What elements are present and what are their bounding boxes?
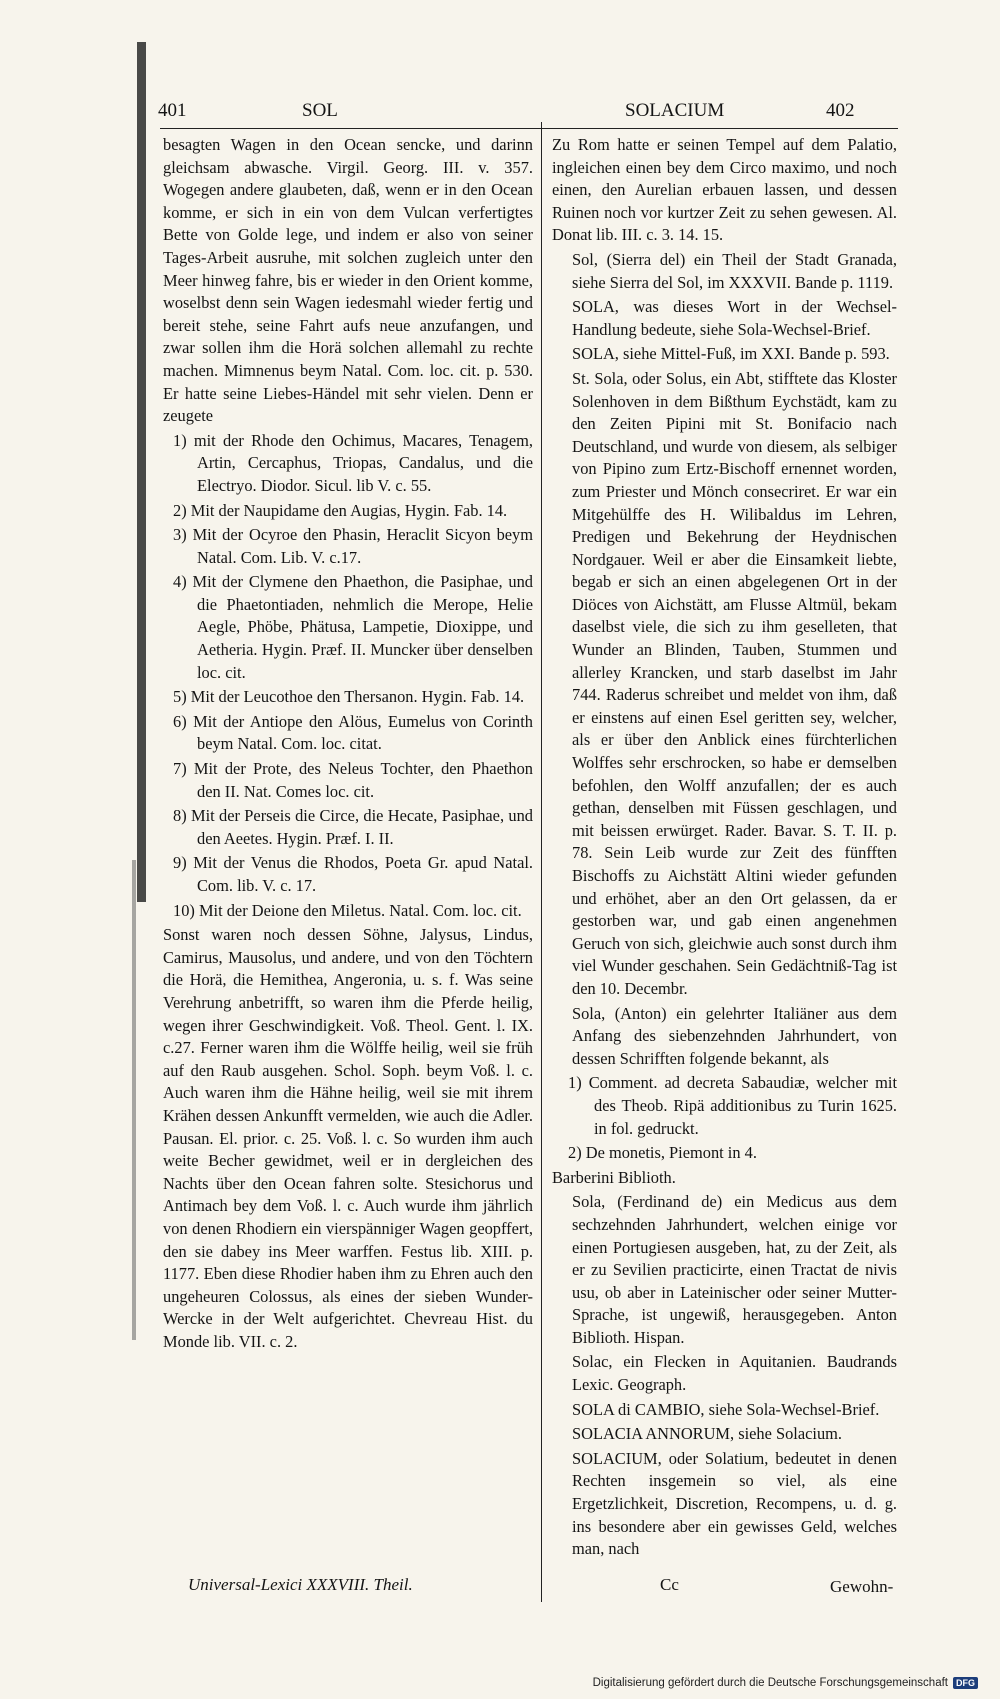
left-column-paragraph: Sonst waren noch dessen Söhne, Jalysus, Lindus, Camirus, Mausolus, und andere, und von den Töchtern die Horä, die Hemithea, Angeronia, u. s. f. Was seine Verehrung anbetrifft, so waren ihm die Pferde heilig, wegen ihrer Geschwindigkeit. Voß. Theol. Gent. l. IX. c.27. Ferner waren ihm die Wölffe heilig, weil sie früh auf den Raub ausgehen. Schol. Soph. beym Voß. l. c. Auch waren ihm die Hähne heilig, weil sie mit ihrem Krähen dessen Ankunfft vermelden, wie auch die Adler. Pausan. El. prior. c. 25. Voß. l. c. So wurden ihm auch weite Becher gewidmet, weil er in dergleichen des Nachts über den Ocean fahren solte. Stesichorus und Antimach bey dem Voß. l. c. Auch wurde ihm jährlich von denen Rhodiern ein vierspänniger Wagen geopffert, den sie dabey ins Meer warffen. Festus lib. XIII. p. 1177. Eben diese Rhodier haben ihm zu Ehren auch den ungeheuren Colossus, als eines der sieben Wunder-Wercke in der Welt aufgerichtet. Chevreau Hist. du Monde lib. VII. c. 2. <box>163 925 533 1351</box>
page-number-left: 401 <box>158 100 187 121</box>
left-column-paragraph: besagten Wagen in den Ocean sencke, und darinn gleichsam abwasche. Virgil. Georg. III. v. 357. Wogegen andere glaubeten, daß, wenn er in den Ocean komme, er sich in ein von dem Vulcan verfertigtes Bette von Golde lege, und indem er also von seiner Tages-Arbeit ausruhe, mit solchen zugleich unter den Meer hinweg fahre, bis er wieder in den Orient komme, woselbst denn sein Wagen iedesmahl wieder fertig und bereit stehe, seine Fahrt aufs neue anzufangen, und zwar sollen ihm die Horä solchen allemahl zu rechte machen. Mimnenus beym Natal. Com. loc. cit. p. 530. Er hatte seine Liebes-Händel mit sehr vielen. Denn er zeugete <box>163 135 533 426</box>
left-column-paragraph: 3) Mit der Ocyroe den Phasin, Heraclit Sicyon beym Natal. Com. Lib. V. c.17. <box>173 525 533 567</box>
right-column-paragraph: SOLA, siehe Mittel-Fuß, im XXI. Bande p. 593. <box>572 344 890 364</box>
digitization-text: Digitalisierung gefördert durch die Deutsche Forschungsgemeinschaft <box>592 1677 948 1689</box>
book-spine-shadow <box>137 42 146 902</box>
right-column-paragraph: Sol, (Sierra del) ein Theil der Stadt Granada, siehe Sierra del Sol, im XXXVII. Bande p. 1119. <box>572 249 897 292</box>
right-column-paragraph: Zu Rom hatte er seinen Tempel auf dem Palatio, ingleichen einen bey dem Circo maximo, und noch einen, den Aurelian erbauen lassen, und dessen Ruinen noch vor kurtzer Zeit zu sehen gewesen. Al. Donat lib. III. c. 3. 14. 15. <box>552 135 897 245</box>
running-head-right: SOLACIUM <box>625 100 725 121</box>
right-column-paragraph: 2) De monetis, Piemont in 4. <box>568 1143 757 1163</box>
left-column-paragraph: 8) Mit der Perseis die Circe, die Hecate, Pasiphae, und den Aeetes. Hygin. Præf. I. II. <box>173 806 533 848</box>
left-column-paragraph: 9) Mit der Venus die Rhodos, Poeta Gr. apud Natal. Com. lib. V. c. 17. <box>173 853 533 895</box>
right-column-paragraph: SOLA, was dieses Wort in der Wechsel-Handlung bedeute, siehe Sola-Wechsel-Brief. <box>572 297 897 339</box>
running-head-left: SOL <box>302 100 338 121</box>
signature-mark: Cc <box>660 1575 679 1594</box>
right-column-paragraph: 1) Comment. ad decreta Sabaudiæ, welcher mit des Theob. Ripä additionibus zu Turin 1625. in fol. gedruckt. <box>568 1073 897 1138</box>
left-column-paragraph: 4) Mit der Clymene den Phaethon, die Pasiphae, und die Phaetontiaden, nehmlich die Merope, Helie Aegle, Phöbe, Phätusa, Lampetie, Dioxippe, und Aetheria. Hygin. Præf. II. Muncker über denselben loc. cit. <box>173 572 533 682</box>
right-column-paragraph: SOLACIUM, oder Solatium, bedeutet in denen Rechten insgemein so viel, als eine Ergetzlichkeit, Discretion, Recompens, u. d. g. ins besondere aber ein gewisses Geld, welches man, nach <box>572 1448 897 1559</box>
column-divider <box>541 122 542 1602</box>
left-column-paragraph: 6) Mit der Antiope den Alöus, Eumelus von Corinth beym Natal. Com. loc. citat. <box>173 711 533 754</box>
right-column-paragraph: Sola, (Ferdinand de) ein Medicus aus dem sechzehnden Jahrhundert, welchen einige vor einen Portugiesen ausgeben, hat, zu der Zeit, als er zu Sevilien practicirte, einen Tractat de nivis usu, ob aber in Lateinischer oder seiner Mutter-Sprache, ist ungewiß, herausgegeben. Anton Biblioth. Hispan. <box>572 1192 897 1347</box>
left-column-paragraph: 2) Mit der Naupidame den Augias, Hygin. Fab. 14. <box>173 500 508 520</box>
right-column <box>552 134 897 1563</box>
right-column-paragraph: St. Sola, oder Solus, ein Abt, stifftete das Kloster Solenhoven in dem Bißthum Eychstädt, kam zu den Zeiten Pipini mit St. Bonifacio nach Deutschland, und wurde von diesem, als selbiger von Pipino zum Ertz-Bischoff ernennet worden, zum Priester und Mönch consecriret. Er war ein Mitgehülffe des H. Wilibaldus im Lehren, Predigen und Bekehrung der Heydnischen Nordgauer. Weil er aber die Einsamkeit liebte, begab er sich an einen abgelegenen Ort in der Diöces von Aichstätt, am Flusse Altmül, bekam daselbst viele, die sich zu ihm geselleten, that Wunder an Blinden, Tauben, Stummen und allerley Krancken, und starb daselbst im Jahr 744. Raderus schreibet und meldet von ihm, daß er einstens auf einen Esel geritten sey, welcher, als er über den Anblick eines fürchterlichen Wolffes sehr erschrocken, so habe er demselben befohlen, den Wolff anzufallen; der es auch gethan, denselben mit Füssen geschlagen, und mit beissen erwürget. Rader. Bavar. S. T. II. p. 78. Sein Leib wurde zur Zeit des fünfften Bischoffs zu Aichstätt Altini wieder gefunden und erhöhet, aber an den Ort gelassen, da er gestorben war, und gab einen angenehmen Geruch von sich, gleichwie auch sonst durch ihm viel Wunder geschahen. Sein Gedächtniß-Tag ist den 10. Decembr. <box>572 368 897 998</box>
left-column-paragraph: 10) Mit der Deione den Miletus. Natal. Com. loc. cit. <box>173 900 522 920</box>
digitization-notice <box>593 1677 978 1689</box>
catchword: Gewohn- <box>830 1577 894 1596</box>
right-column-paragraph: SOLACIA ANNORUM, siehe Solacium. <box>572 1424 842 1444</box>
right-column-paragraph: Sola, (Anton) ein gelehrter Italiäner aus dem Anfang des siebenzehnden Jahrhundert, von dessen Schrifften folgende bekannt, als <box>572 1003 897 1068</box>
book-spine-shadow-lower <box>132 860 136 1340</box>
right-column-paragraph: SOLA di CAMBIO, siehe Sola-Wechsel-Brief. <box>572 1399 880 1419</box>
header-rule <box>160 128 898 129</box>
right-column-paragraph: Barberini Biblioth. <box>552 1167 676 1187</box>
page-number-right: 402 <box>826 100 855 121</box>
left-column-paragraph: 1) mit der Rhode den Ochimus, Macares, Tenagem, Artin, Cercaphus, Triopas, Candalus, und die Electryo. Diodor. Sicul. lib V. c. 55. <box>173 430 533 495</box>
dfg-logo: DFG <box>953 1677 978 1689</box>
left-column <box>163 134 533 1355</box>
right-column-paragraph: Solac, ein Flecken in Aquitanien. Baudrands Lexic. Geograph. <box>572 1352 897 1395</box>
left-column-paragraph: 5) Mit der Leucothoe den Thersanon. Hygin. Fab. 14. <box>173 687 525 707</box>
left-column-paragraph: 7) Mit der Prote, des Neleus Tochter, den Phaethon den II. Nat. Comes loc. cit. <box>173 759 533 801</box>
signature-line: Universal-Lexici XXXVIII. Theil. <box>188 1575 413 1594</box>
